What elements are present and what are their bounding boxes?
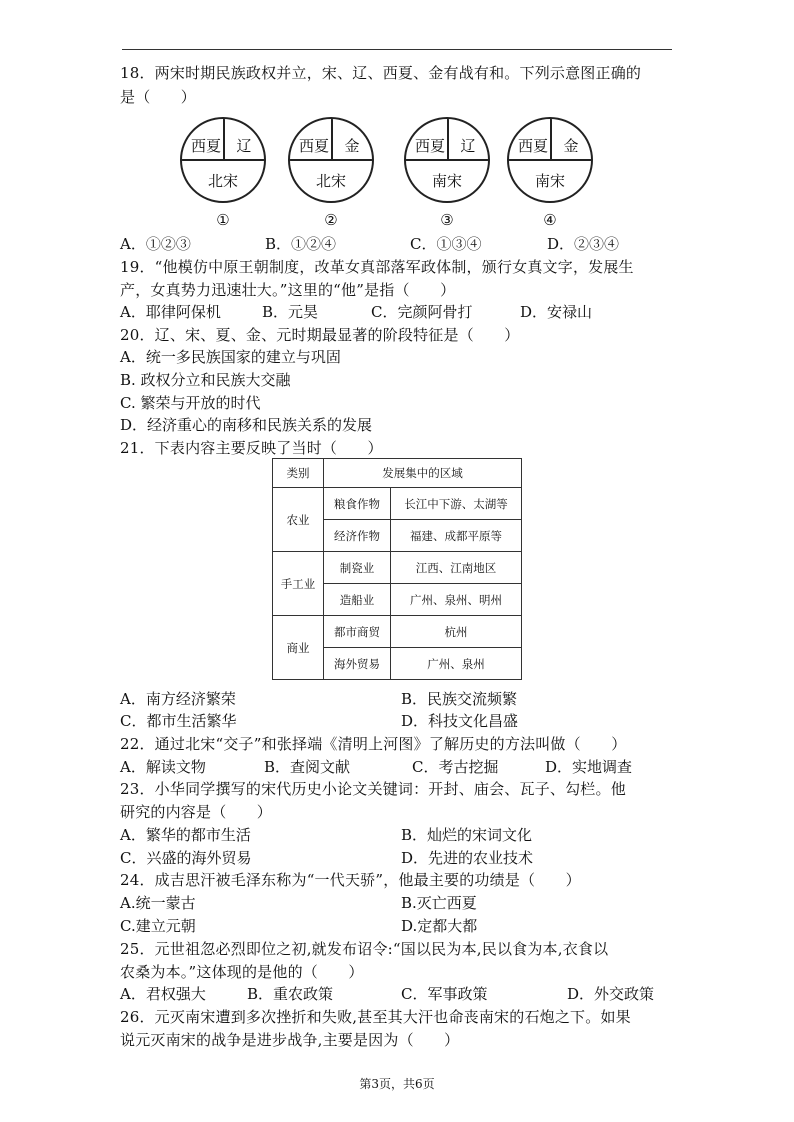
- q25-stem-line2: 农桑为本。”这体现的是他的（ ）: [120, 963, 364, 981]
- q20-option-b[interactable]: B. 政权分立和民族大交融: [120, 371, 291, 389]
- page-footer: 第3页，共6页: [359, 1077, 435, 1091]
- q18-option-c[interactable]: C．①③④: [410, 235, 482, 253]
- table-cell-region: 广州、泉州: [391, 648, 522, 680]
- q23-option-b[interactable]: B．灿烂的宋词文化: [401, 826, 533, 844]
- q24-option-d[interactable]: D.定都大都: [401, 917, 478, 935]
- table-row: [273, 488, 522, 520]
- q23-stem-line1: 23．小华同学撰写的宋代历史小论文关键词：开封、庙会、瓦子、勾栏。他: [120, 780, 626, 798]
- q18-diagram-4: [507, 117, 593, 203]
- q20-option-a[interactable]: A．统一多民族国家的建立与巩固: [120, 348, 341, 366]
- table-cell-region: 杭州: [391, 616, 522, 648]
- diagram-top-right-label: 辽: [236, 137, 252, 155]
- table-row: [273, 552, 522, 584]
- diagram-top-right-label: 金: [563, 137, 579, 155]
- q21-table: [272, 458, 522, 680]
- q21-option-b[interactable]: B．民族交流频繁: [401, 690, 518, 708]
- q19-option-b[interactable]: B．元昊: [262, 303, 319, 321]
- table-group-category: 农业: [273, 488, 324, 552]
- q21-option-a[interactable]: A．南方经济繁荣: [120, 690, 236, 708]
- q25-option-b[interactable]: B．重农政策: [247, 985, 334, 1003]
- diagram-top-left-label: 西夏: [298, 137, 329, 155]
- table-cell-region: 长江中下游、太湖等: [391, 488, 522, 520]
- table-header-category: 类别: [273, 459, 324, 488]
- q22-option-a[interactable]: A．解读文物: [120, 758, 206, 776]
- q19-stem-line1: 19．“他模仿中原王朝制度，改革女真部落军政体制，颁行女真文字，发展生: [120, 258, 634, 276]
- table-header-row: [273, 459, 522, 488]
- q20-option-c[interactable]: C. 繁荣与开放的时代: [120, 394, 261, 412]
- q22-stem: 22．通过北宋“交子”和张择端《清明上河图》了解历史的方法叫做（ ）: [120, 735, 627, 753]
- diagram-top-left-label: 西夏: [414, 137, 445, 155]
- q18-diagram-3: [404, 117, 490, 203]
- table-cell-region: 江西、江南地区: [391, 552, 522, 584]
- q21-option-d[interactable]: D．科技文化昌盛: [401, 712, 519, 730]
- q18-option-a[interactable]: A．①②③: [120, 235, 191, 253]
- q24-option-b[interactable]: B.灭亡西夏: [401, 894, 477, 912]
- q18-option-d[interactable]: D．②③④: [547, 235, 620, 253]
- q25-option-d[interactable]: D．外交政策: [567, 985, 655, 1003]
- q23-option-a[interactable]: A．繁华的都市生活: [120, 826, 251, 844]
- q25-stem-line1: 25．元世祖忽必烈即位之初,就发布诏令:“国以民为本,民以食为本,衣食以: [120, 940, 609, 958]
- q18-diagram-2: [288, 117, 374, 203]
- table-cell-subcategory: 海外贸易: [324, 648, 391, 680]
- q18-diagram-4-number: ④: [543, 211, 557, 229]
- q20-option-d[interactable]: D．经济重心的南移和民族关系的发展: [120, 416, 373, 434]
- table-cell-region: 福建、成都平原等: [391, 520, 522, 552]
- header-rule: [122, 49, 672, 50]
- q18-stem-line1: 18．两宋时期民族政权并立，宋、辽、西夏、金有战有和。下列示意图正确的: [120, 64, 642, 82]
- q24-option-c[interactable]: C.建立元朝: [120, 917, 196, 935]
- diagram-bottom-label: 南宋: [431, 172, 462, 190]
- q24-stem: 24．成吉思汗被毛泽东称为“一代天骄”，他最主要的功绩是（ ）: [120, 871, 581, 889]
- q25-option-c[interactable]: C．军事政策: [401, 985, 488, 1003]
- table-cell-region: 广州、泉州、明州: [391, 584, 522, 616]
- table-header-region: 发展集中的区域: [324, 459, 522, 488]
- q23-option-d[interactable]: D．先进的农业技术: [401, 849, 534, 867]
- q25-option-a[interactable]: A．君权强大: [120, 985, 206, 1003]
- q19-option-d[interactable]: D．安禄山: [520, 303, 593, 321]
- table-cell-subcategory: 粮食作物: [324, 488, 391, 520]
- q19-option-c[interactable]: C．完颜阿骨打: [371, 303, 473, 321]
- table-row: [273, 616, 522, 648]
- table-cell-subcategory: 经济作物: [324, 520, 391, 552]
- q18-diagram-1-number: ①: [216, 211, 230, 229]
- diagram-bottom-label: 北宋: [207, 172, 238, 190]
- diagram-top-right-label: 金: [344, 137, 360, 155]
- q23-option-c[interactable]: C．兴盛的海外贸易: [120, 849, 252, 867]
- diagram-top-right-label: 辽: [460, 137, 476, 155]
- q21-stem: 21．下表内容主要反映了当时（ ）: [120, 439, 383, 457]
- q26-stem-line1: 26．元灭南宋遭到多次挫折和失败,甚至其大汗也命丧南宋的石炮之下。如果: [120, 1008, 631, 1026]
- table-cell-subcategory: 制瓷业: [324, 552, 391, 584]
- q24-option-a[interactable]: A.统一蒙古: [120, 894, 196, 912]
- table-cell-subcategory: 都市商贸: [324, 616, 391, 648]
- q19-stem-line2: 产，女真势力迅速壮大。”这里的“他”是指（ ）: [120, 281, 456, 299]
- q18-diagram-1: [180, 117, 266, 203]
- q21-option-c[interactable]: C．都市生活繁华: [120, 712, 237, 730]
- diagram-bottom-label: 南宋: [534, 172, 565, 190]
- q18-diagram-3-number: ③: [440, 211, 454, 229]
- table-group-category: 商业: [273, 616, 324, 680]
- diagram-top-left-label: 西夏: [190, 137, 221, 155]
- diagram-top-left-label: 西夏: [517, 137, 548, 155]
- q20-stem: 20．辽、宋、夏、金、元时期最显著的阶段特征是（ ）: [120, 326, 520, 344]
- q22-option-d[interactable]: D．实地调查: [545, 758, 633, 776]
- q22-option-b[interactable]: B．查阅文献: [264, 758, 351, 776]
- q19-option-a[interactable]: A．耶律阿保机: [120, 303, 221, 321]
- q18-diagram-2-number: ②: [324, 211, 338, 229]
- table-cell-subcategory: 造船业: [324, 584, 391, 616]
- q18-option-b[interactable]: B．①②④: [265, 235, 337, 253]
- q26-stem-line2: 说元灭南宋的战争是进步战争,主要是因为（ ）: [120, 1031, 460, 1049]
- q22-option-c[interactable]: C．考古挖掘: [412, 758, 499, 776]
- q23-stem-line2: 研究的内容是（ ）: [120, 803, 273, 821]
- table-group-category: 手工业: [273, 552, 324, 616]
- diagram-bottom-label: 北宋: [315, 172, 346, 190]
- q18-stem-line2: 是（ ）: [120, 88, 197, 106]
